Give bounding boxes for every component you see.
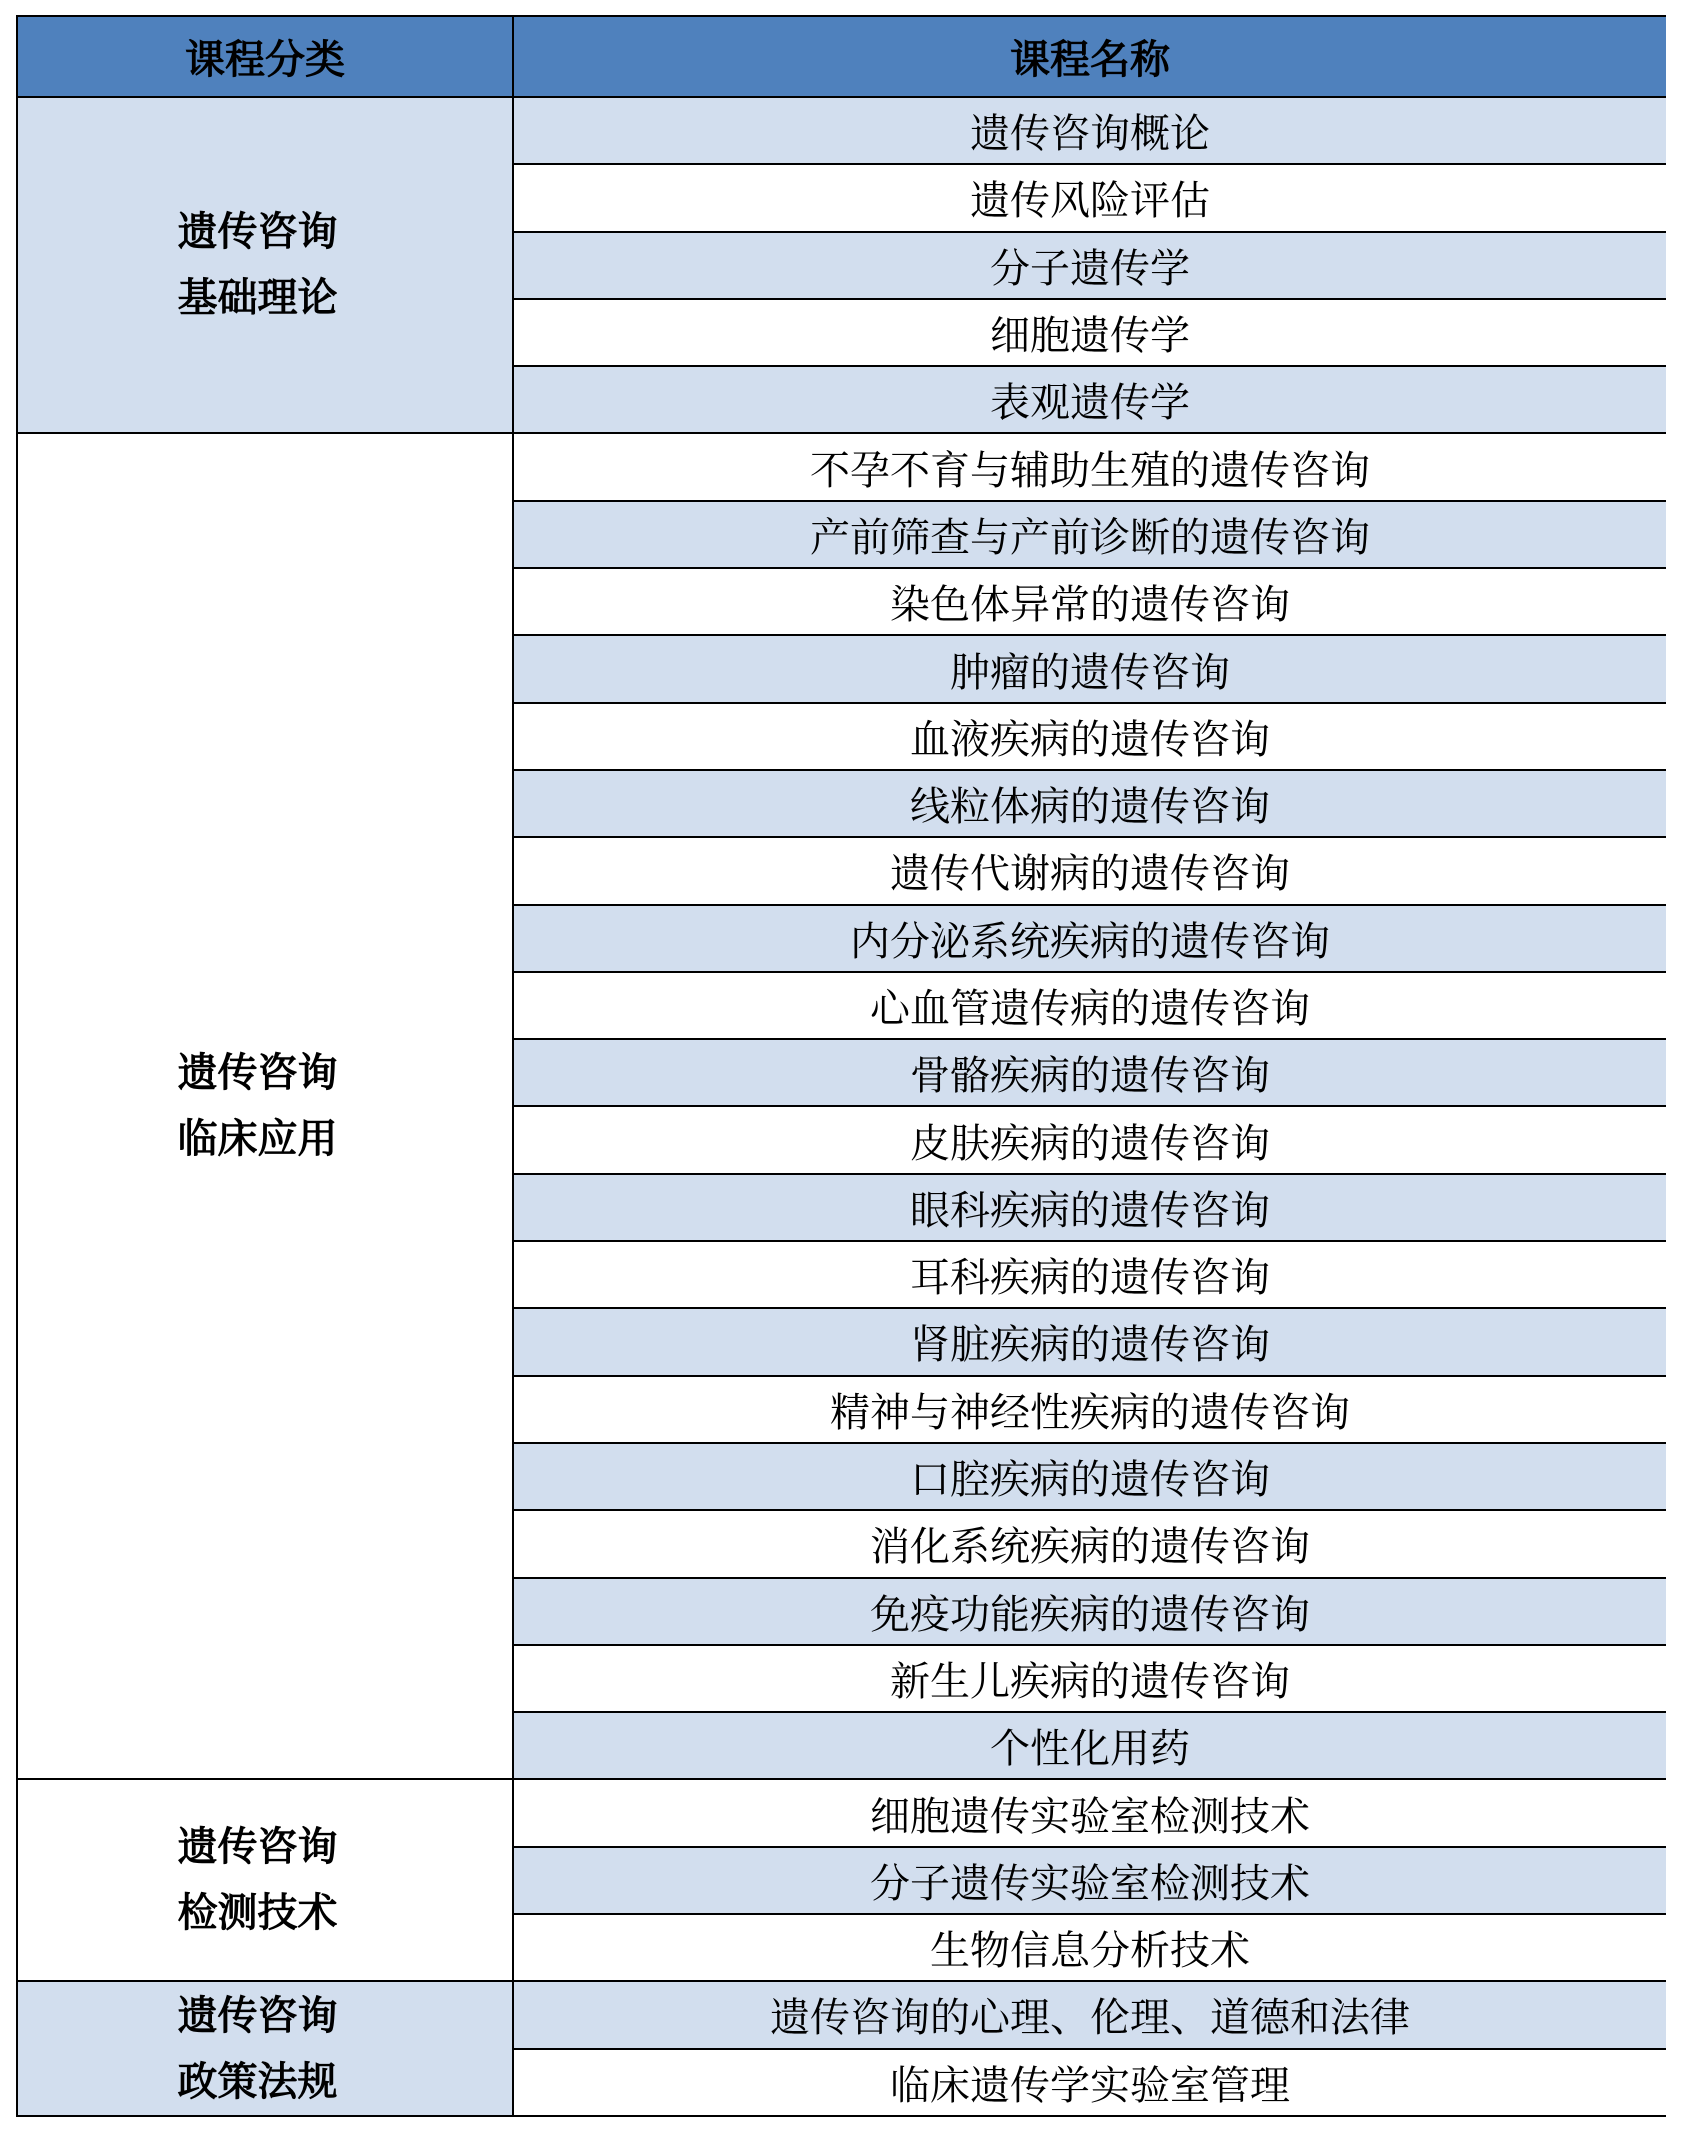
course-name-cell: 精神与神经性疾病的遗传咨询: [512, 1375, 1666, 1442]
header-course-name: 课程名称: [512, 15, 1666, 96]
category-label: 遗传咨询 临床应用: [177, 1050, 338, 1163]
course-name-cell: 心血管遗传病的遗传咨询: [512, 971, 1666, 1038]
course-name-cell: 遗传咨询概论: [512, 96, 1666, 163]
course-name-cell: 肾脏疾病的遗传咨询: [512, 1307, 1666, 1374]
category-cell: [16, 1778, 512, 1980]
course-name-cell: 肿瘤的遗传咨询: [512, 634, 1666, 701]
course-name-cell: 分子遗传实验室检测技术: [512, 1846, 1666, 1913]
course-name-cell: 个性化用药: [512, 1711, 1666, 1778]
course-name-cell: 免疫功能疾病的遗传咨询: [512, 1577, 1666, 1644]
course-name-cell: 遗传风险评估: [512, 163, 1666, 230]
course-table: [16, 15, 1666, 2117]
course-name-cell: 生物信息分析技术: [512, 1913, 1666, 1980]
category-label: 遗传咨询 检测技术: [177, 1824, 338, 1937]
course-name-cell: 临床遗传学实验室管理: [512, 2048, 1666, 2115]
course-name-cell: 皮肤疾病的遗传咨询: [512, 1105, 1666, 1172]
course-name-cell: 内分泌系统疾病的遗传咨询: [512, 904, 1666, 971]
course-name-cell: 细胞遗传学: [512, 298, 1666, 365]
category-label: 遗传咨询 基础理论: [177, 209, 338, 322]
category-label: 遗传咨询 政策法规: [177, 1992, 338, 2105]
course-name-cell: 血液疾病的遗传咨询: [512, 702, 1666, 769]
course-name-cell: 口腔疾病的遗传咨询: [512, 1442, 1666, 1509]
course-name-cell: 耳科疾病的遗传咨询: [512, 1240, 1666, 1307]
category-cell: [16, 432, 512, 1778]
course-name-cell: 细胞遗传实验室检测技术: [512, 1778, 1666, 1845]
course-name-cell: 产前筛查与产前诊断的遗传咨询: [512, 500, 1666, 567]
course-name-cell: 表观遗传学: [512, 365, 1666, 432]
course-name-cell: 染色体异常的遗传咨询: [512, 567, 1666, 634]
course-name-cell: 线粒体病的遗传咨询: [512, 769, 1666, 836]
category-cell: [16, 1980, 512, 2115]
course-name-cell: 消化系统疾病的遗传咨询: [512, 1509, 1666, 1576]
course-name-cell: 分子遗传学: [512, 231, 1666, 298]
course-name-cell: 遗传咨询的心理、伦理、道德和法律: [512, 1980, 1666, 2047]
category-cell: [16, 96, 512, 432]
header-category: 课程分类: [16, 15, 512, 96]
course-name-cell: 眼科疾病的遗传咨询: [512, 1173, 1666, 1240]
course-name-cell: 遗传代谢病的遗传咨询: [512, 836, 1666, 903]
course-name-cell: 不孕不育与辅助生殖的遗传咨询: [512, 432, 1666, 499]
course-name-cell: 新生儿疾病的遗传咨询: [512, 1644, 1666, 1711]
course-name-cell: 骨骼疾病的遗传咨询: [512, 1038, 1666, 1105]
